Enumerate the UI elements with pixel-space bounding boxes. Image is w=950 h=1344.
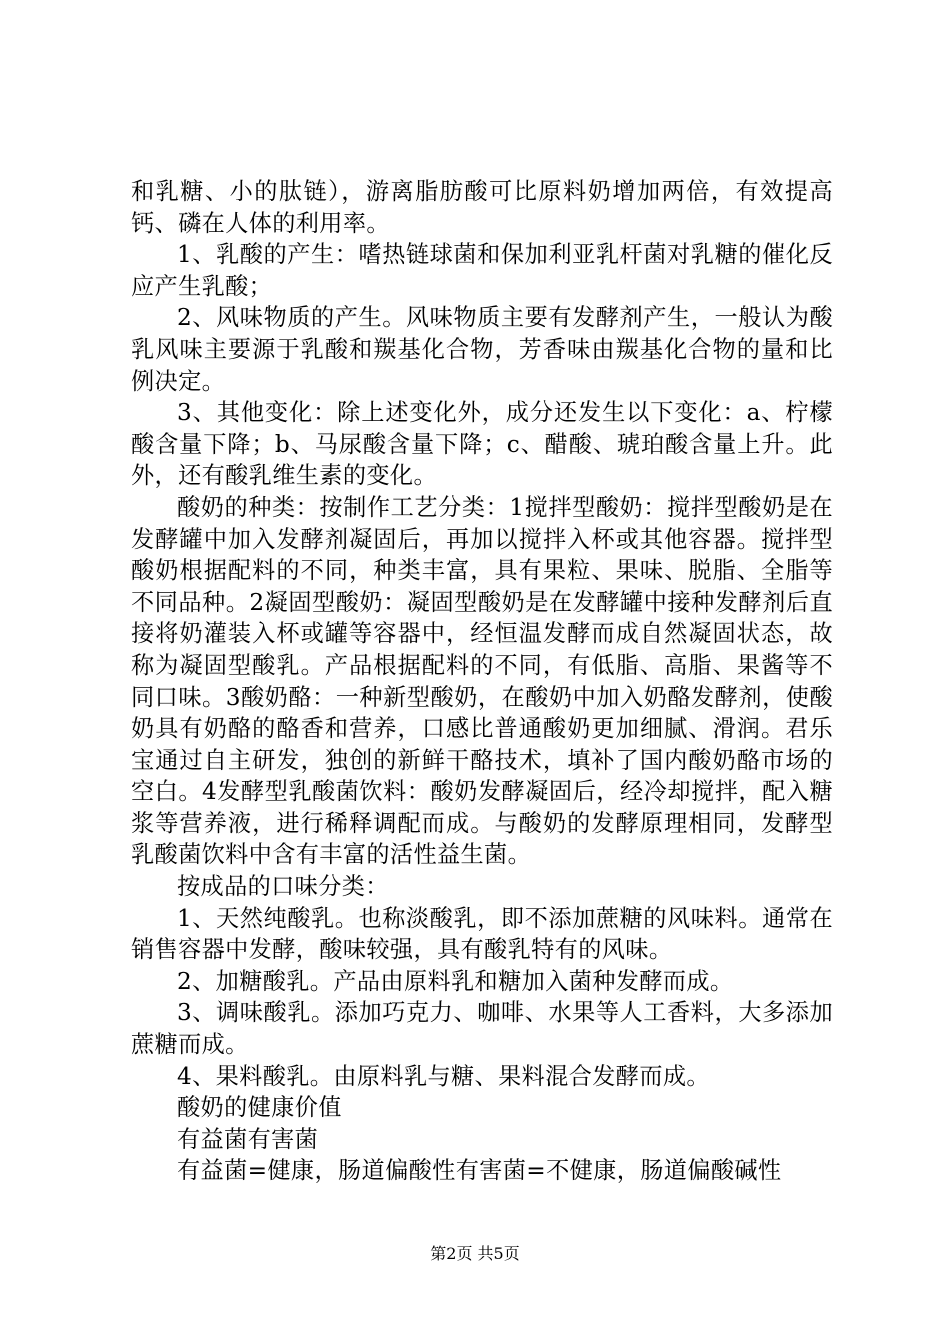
paragraph-flavor: 2、风味物质的产生。风味物质主要有发酵剂产生，一般认为酸乳风味主要源于乳酸和羰基化合物，芳香味由羰基化合物的量和比例决定。 [131,304,833,395]
paragraph-taste-classification: 按成品的口味分类： [177,873,389,901]
page-number-footer: 第2页 共5页 [430,1244,520,1263]
section-heading-health-value: 酸奶的健康价值 [177,1094,342,1122]
paragraph-other-changes: 3、其他变化：除上述变化外，成分还发生以下变化：a、柠檬酸含量下降；b、马尿酸含量下降；c、醋酸、琥珀酸含量上升。此外，还有酸乳维生素的变化。 [131,399,833,490]
document-body [131,176,833,1187]
paragraph-continuation: 和乳糖、小的肽链），游离脂肪酸可比原料奶增加两倍，有效提高钙、磷在人体的利用率。 [131,178,833,237]
paragraph-fruit-yogurt: 4、果料酸乳。由原料乳与糖、果料混合发酵而成。 [177,1062,710,1090]
paragraph-lactic-acid: 1、乳酸的产生：嗜热链球菌和保加利亚乳杆菌对乳糖的催化反应产生乳酸； [131,241,833,300]
paragraph-bacteria-comparison: 有益菌=健康，肠道偏酸性有害菌=不健康，肠道偏酸碱性 [177,1157,782,1185]
paragraph-natural-yogurt: 1、天然纯酸乳。也称淡酸乳，即不添加蔗糖的风味料。通常在销售容器中发酵，酸味较强，具有酸乳特有的风味。 [131,904,833,964]
section-heading-bacteria: 有益菌有害菌 [177,1125,319,1153]
paragraph-yogurt-types: 酸奶的种类：按制作工艺分类：1搅拌型酸奶：搅拌型酸奶是在发酵罐中加入发酵剂凝固后，再加以搅拌入杯或其他容器。搅拌型酸奶根据配料的不同，种类丰富，具有果粒、果味、脱脂、全脂等不同品种。2凝固型酸奶：凝固型酸奶是在发酵罐中接种发酵剂后直接将奶灌装入杯或罐等容器中，经恒温发酵而成自然凝固状态，故称为凝固型酸乳。产品根据配料的不同，有低脂、高脂、果酱等不同口味。3酸奶酪：一种新型酸奶，在酸奶中加入奶酪发酵剂，使酸奶具有奶酪的酪香和营养，口感比普通酸奶更加细腻、滑润。君乐宝通过自主研发，独创的新鲜干酪技术，填补了国内酸奶酪市场的空白。4发酵型乳酸菌饮料：酸奶发酵凝固后，经冷却搅拌，配入糖浆等营养液，进行稀释调配而成。与酸奶的发酵原理相同，发酵型乳酸菌饮料中含有丰富的活性益生菌。 [131,493,833,869]
paragraph-flavored-yogurt: 3、调味酸乳。添加巧克力、咖啡、水果等人工香料，大多添加蔗糖而成。 [131,999,833,1059]
paragraph-sweetened-yogurt: 2、加糖酸乳。产品由原料乳和糖加入菌种发酵而成。 [177,967,734,995]
